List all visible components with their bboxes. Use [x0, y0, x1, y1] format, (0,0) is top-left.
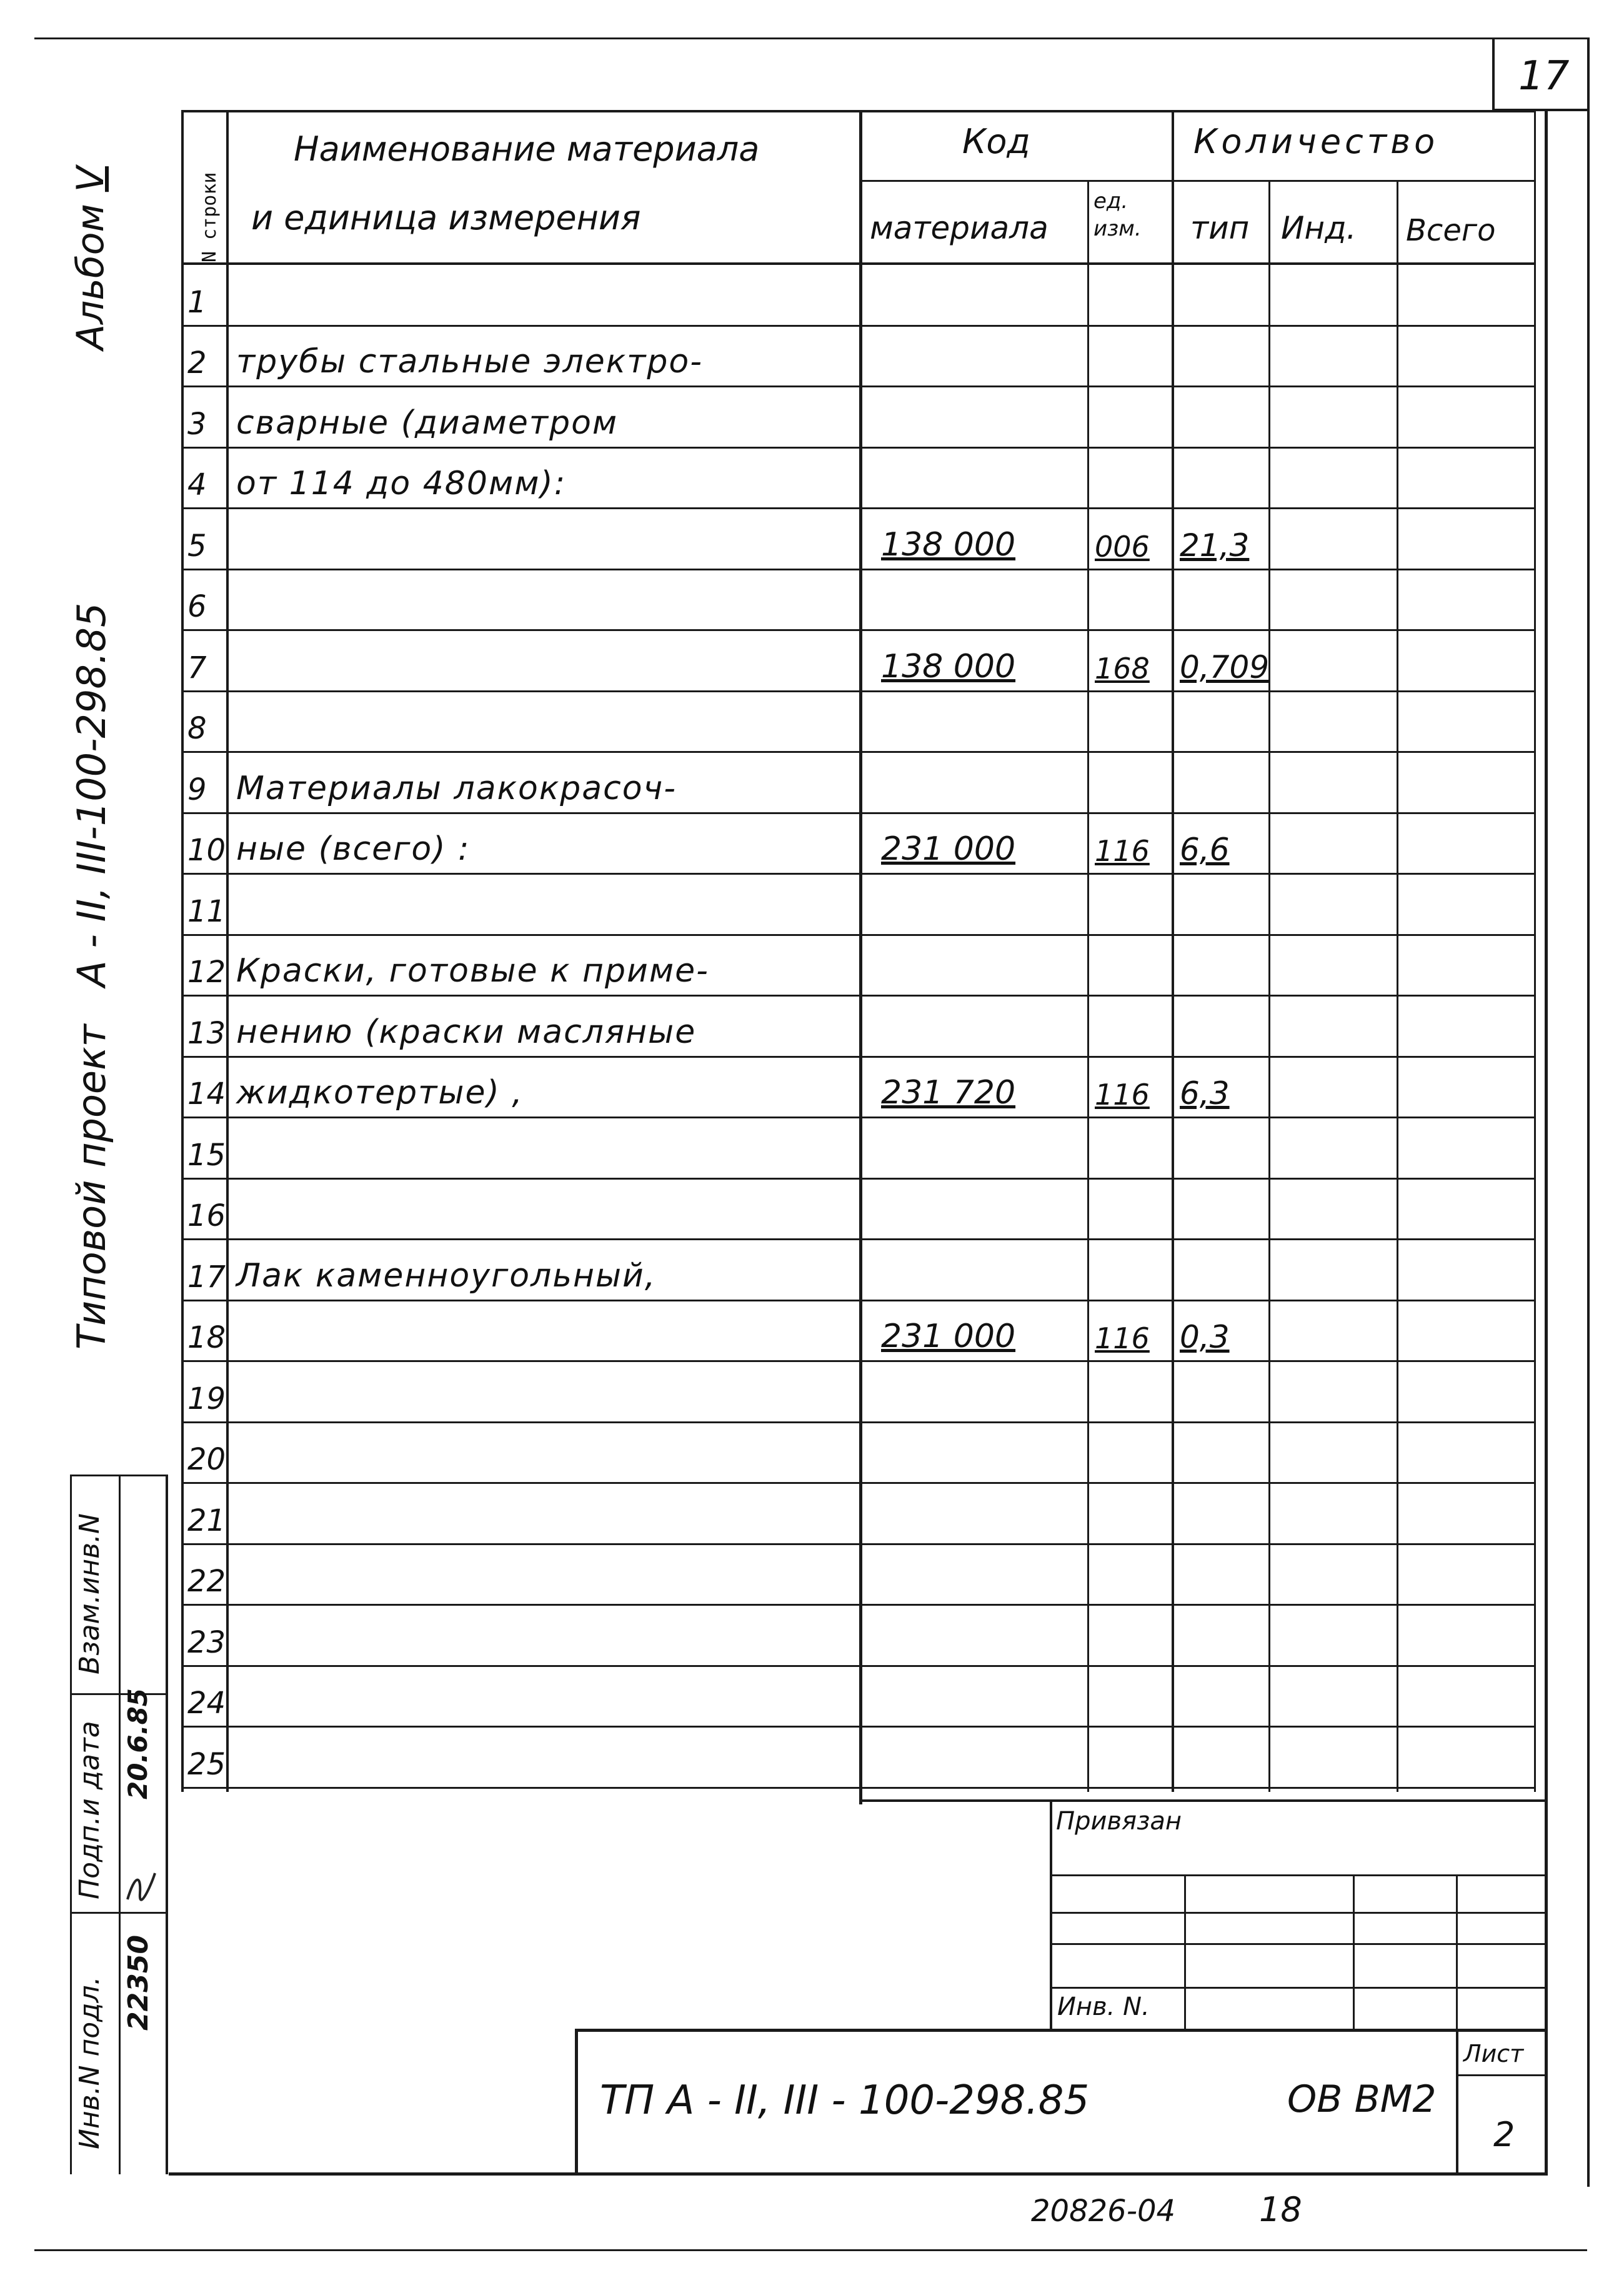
cell-row-number: 18 — [187, 1320, 226, 1355]
footer-page: 18 — [1259, 2190, 1302, 2229]
row-line — [859, 1604, 1535, 1606]
tbl-vline-2 — [859, 111, 862, 1804]
row-line — [859, 1056, 1535, 1058]
tb-inv-no: Инв. N. — [1057, 1992, 1150, 2021]
row-line — [226, 507, 860, 509]
cell-row-number: 17 — [187, 1259, 226, 1295]
row-line — [226, 1117, 860, 1118]
tb-hline-4 — [1050, 1987, 1547, 1989]
tb-left-vline — [1050, 1799, 1052, 2031]
row-line — [859, 1482, 1535, 1484]
tb-vline-b — [1353, 1874, 1355, 2031]
row-line — [226, 325, 860, 327]
row-line — [181, 507, 226, 509]
cell-row-number: 14 — [187, 1077, 226, 1112]
tb-hline-5 — [575, 2029, 1547, 2032]
hdr-row-number: N строки — [199, 172, 221, 262]
corner-box-left — [1492, 37, 1495, 111]
cell-material-code: 231 720 — [881, 1074, 1016, 1112]
tb-hline-3 — [1050, 1943, 1547, 1945]
cell-qty-type: 6,3 — [1180, 1075, 1230, 1112]
cell-row-number: 6 — [187, 589, 207, 624]
row-line — [859, 1665, 1535, 1667]
hdr-code-group: Код — [962, 122, 1030, 161]
tb-privyazan: Привязан — [1056, 1807, 1182, 1836]
row-line — [181, 934, 226, 936]
cell-qty-type: 0,3 — [1180, 1319, 1230, 1355]
footer-code: 20826-04 — [1031, 2194, 1176, 2229]
cell-unit-code: 116 — [1095, 834, 1150, 868]
signature-mark — [122, 1868, 160, 1906]
stamp-inv-podl-label: Инв.N подл. — [74, 1976, 106, 2149]
row-line — [226, 1360, 860, 1362]
cell-unit-code: 116 — [1095, 1321, 1150, 1355]
row-line — [859, 1300, 1535, 1301]
cell-row-number: 24 — [187, 1686, 226, 1721]
cell-unit-code: 168 — [1095, 651, 1150, 685]
row-line — [226, 690, 860, 692]
album-label — [69, 166, 112, 350]
row-line — [226, 1604, 860, 1606]
row-line — [181, 447, 226, 449]
row-line — [859, 873, 1535, 875]
stamp-col-line-2 — [166, 1475, 168, 2174]
tb-vline-c — [1456, 1874, 1458, 2031]
stamp-podp-label: Подп.и дата — [74, 1721, 106, 1899]
row-line — [181, 1360, 226, 1362]
cell-material-code: 138 000 — [881, 647, 1016, 685]
cell-row-number: 21 — [187, 1503, 226, 1538]
stamp-podp-value: 20.6.85 — [122, 1688, 153, 1799]
row-line — [181, 751, 226, 753]
row-line — [226, 995, 860, 997]
tbl-vline-5 — [1268, 180, 1270, 1792]
tbl-vline-7 — [1534, 111, 1536, 1792]
cell-row-number: 4 — [187, 467, 207, 502]
cell-row-number: 3 — [187, 406, 207, 442]
row-line — [859, 1421, 1535, 1423]
row-line — [226, 447, 860, 449]
tb-code-left — [575, 2029, 578, 2176]
row-line — [859, 1238, 1535, 1240]
tbl-header-top — [181, 110, 1535, 112]
cell-qty-type: 21,3 — [1180, 527, 1250, 564]
stamp-split-2 — [70, 1912, 167, 1914]
row-line — [859, 507, 1535, 509]
cell-material-name: сварные (диаметром — [236, 404, 619, 442]
row-line — [226, 1543, 860, 1545]
row-line — [859, 812, 1535, 814]
cell-row-number: 2 — [187, 346, 207, 381]
row-line — [226, 812, 860, 814]
cell-row-number: 11 — [187, 893, 226, 929]
cell-material-name: трубы стальные электро- — [236, 343, 703, 381]
bottom-border — [34, 2249, 1587, 2251]
row-line — [226, 629, 860, 631]
tb-sheet-left — [1456, 2029, 1458, 2176]
cell-row-number: 22 — [187, 1564, 226, 1599]
row-line — [859, 995, 1535, 997]
row-line — [859, 934, 1535, 936]
tbl-vline-6 — [1397, 180, 1398, 1792]
row-line — [181, 995, 226, 997]
cell-row-number: 9 — [187, 772, 207, 807]
row-line — [226, 1056, 860, 1058]
hdr-name-line1: Наименование материала — [294, 129, 760, 169]
row-line — [226, 873, 860, 875]
row-line — [226, 1421, 860, 1423]
cell-material-code: 231 000 — [881, 830, 1016, 868]
row-line — [181, 1421, 226, 1423]
stamp-vzam-label: Взам.инв.N — [74, 1513, 106, 1674]
project-code: А - II, III-100-298.85 — [69, 602, 114, 987]
row-line — [181, 1056, 226, 1058]
cell-material-name: Материалы лакокрасоч- — [236, 769, 677, 807]
row-line — [181, 1604, 226, 1606]
corner-sheet-number: 17 — [1518, 53, 1570, 99]
cell-unit-code: 006 — [1095, 529, 1150, 564]
cell-row-number: 25 — [187, 1746, 226, 1782]
row-line — [226, 1726, 860, 1728]
hdr-code-material: материала — [870, 210, 1049, 246]
stamp-col-line-1 — [119, 1475, 121, 2174]
row-line — [181, 1178, 226, 1180]
stamp-col-line-0 — [70, 1475, 72, 2174]
project-label — [69, 603, 114, 1350]
inner-frame-bottom — [169, 2172, 1548, 2176]
row-line — [226, 934, 860, 936]
row-line — [181, 1117, 226, 1118]
cell-qty-type: 6,6 — [1180, 832, 1230, 868]
row-line — [859, 447, 1535, 449]
tbl-header-bottom — [181, 262, 1535, 265]
tb-sheet-label: Лист — [1463, 2040, 1524, 2067]
row-line — [181, 1726, 226, 1728]
row-line — [859, 1360, 1535, 1362]
row-line — [859, 325, 1535, 327]
album-number: V — [69, 166, 112, 192]
cell-material-code: 138 000 — [881, 525, 1016, 564]
row-line — [226, 1482, 860, 1484]
stamp-top — [70, 1475, 167, 1476]
cell-row-number: 19 — [187, 1381, 226, 1416]
cell-material-code: 231 000 — [881, 1318, 1016, 1355]
tb-doc-code: ТП А - II, III - 100-298.85 — [600, 2077, 1090, 2124]
row-line — [181, 1482, 226, 1484]
row-line — [859, 1726, 1535, 1728]
row-line — [226, 385, 860, 387]
row-line — [181, 1543, 226, 1545]
cell-row-number: 7 — [187, 650, 207, 685]
cell-material-name: ные (всего) : — [236, 830, 471, 868]
right-border — [1587, 37, 1590, 2187]
cell-row-number: 15 — [187, 1137, 226, 1173]
row-line — [226, 569, 860, 570]
tb-hline-2 — [1050, 1912, 1547, 1914]
top-border — [34, 37, 1587, 39]
row-line — [859, 690, 1535, 692]
tb-sheet-value: 2 — [1493, 2115, 1515, 2154]
row-line — [181, 385, 226, 387]
cell-material-name: жидкотертые) , — [236, 1074, 524, 1112]
tbl-vline-0 — [181, 111, 184, 1792]
row-line — [181, 1665, 226, 1667]
row-line — [859, 751, 1535, 753]
cell-row-number: 23 — [187, 1624, 226, 1660]
cell-row-number: 16 — [187, 1198, 226, 1233]
row-line — [181, 690, 226, 692]
cell-unit-code: 116 — [1095, 1078, 1150, 1112]
cell-row-number: 5 — [187, 528, 207, 564]
tbl-vline-4 — [1172, 111, 1174, 1792]
row-line — [226, 1665, 860, 1667]
cell-material-name: нению (краски масляные — [236, 1013, 697, 1051]
row-line — [226, 751, 860, 753]
hdr-qty-total: Всего — [1406, 213, 1496, 248]
cell-material-name: Лак каменноугольный, — [236, 1256, 657, 1295]
row-line — [181, 812, 226, 814]
row-line — [226, 1787, 860, 1789]
row-line — [226, 1238, 860, 1240]
row-line — [859, 569, 1535, 570]
tb-doc-mark: ОВ ВМ2 — [1287, 2077, 1437, 2121]
hdr-name-line2: и единица измерения — [251, 198, 641, 237]
inner-frame-right — [1545, 111, 1548, 2173]
tb-vline-a — [1184, 1874, 1186, 2031]
stamp-inv-podl-value: 22350 — [122, 1934, 154, 2031]
row-line — [859, 1543, 1535, 1545]
tbl-vline-3 — [1087, 180, 1089, 1792]
hdr-qty-type: тип — [1190, 210, 1250, 246]
tb-hline-1 — [1050, 1874, 1547, 1876]
row-line — [859, 629, 1535, 631]
row-line — [859, 1117, 1535, 1118]
row-line — [859, 1787, 1535, 1789]
project-text: Типовой проект — [69, 1024, 114, 1350]
cell-row-number: 12 — [187, 955, 226, 990]
row-line — [859, 385, 1535, 387]
tb-sheet-split — [1456, 2074, 1547, 2076]
album-text: Альбом — [69, 204, 112, 350]
cell-material-name: от 114 до 480мм): — [236, 465, 567, 502]
cell-qty-type: 0,709 — [1180, 649, 1270, 685]
row-line — [226, 1300, 860, 1301]
tbl-vline-1 — [226, 111, 229, 1792]
cell-row-number: 1 — [187, 284, 207, 320]
cell-row-number: 10 — [187, 833, 226, 868]
cell-row-number: 13 — [187, 1015, 226, 1051]
cell-row-number: 8 — [187, 711, 207, 746]
tbl-header-split — [859, 180, 1535, 182]
row-line — [181, 325, 226, 327]
cell-row-number: 20 — [187, 1442, 226, 1477]
cell-material-name: Краски, готовые к приме- — [236, 952, 709, 990]
row-line — [181, 1787, 226, 1789]
hdr-code-unit: ед. изм. — [1093, 189, 1142, 242]
tb-privyazan-top — [859, 1799, 1547, 1802]
row-line — [181, 1300, 226, 1301]
row-line — [181, 629, 226, 631]
row-line — [226, 1178, 860, 1180]
row-line — [181, 569, 226, 570]
hdr-qty-ind: Инд. — [1281, 210, 1357, 246]
hdr-qty-group: Количество — [1193, 122, 1439, 161]
row-line — [181, 1238, 226, 1240]
row-line — [859, 1178, 1535, 1180]
row-line — [181, 873, 226, 875]
